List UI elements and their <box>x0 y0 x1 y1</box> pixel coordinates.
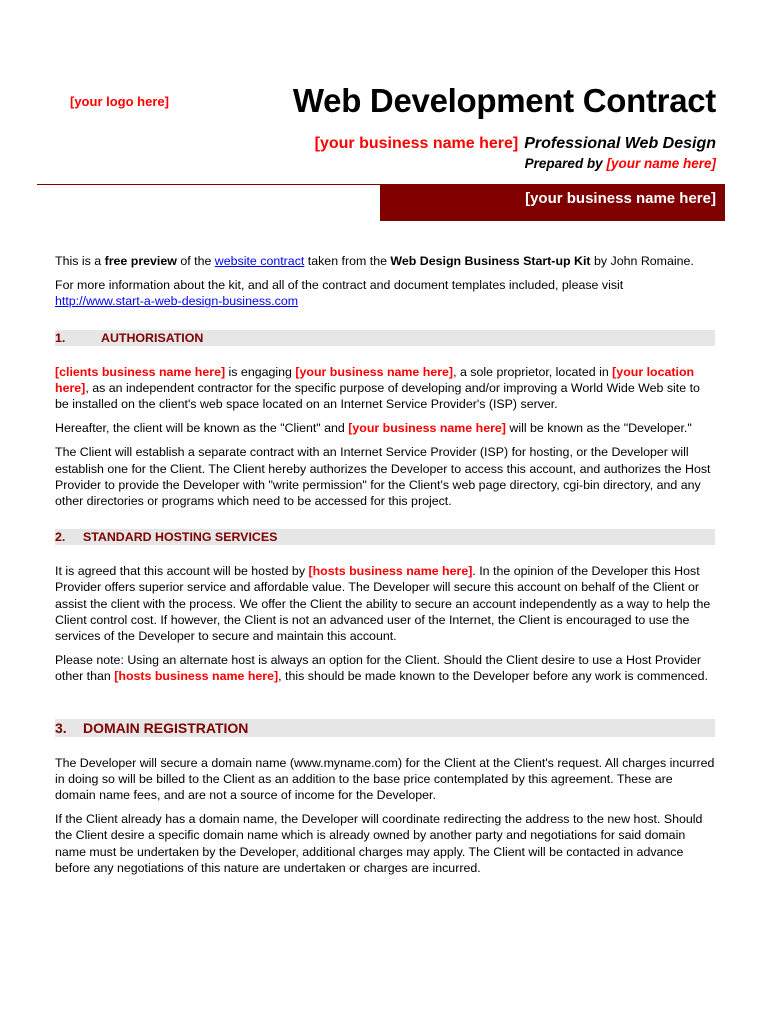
kit-website-link[interactable]: http://www.start-a-web-design-business.com <box>55 294 299 309</box>
authorisation-paragraph-2: Hereafter, the client will be known as the "Client" and [your business name here] will be known as the "Developer." <box>55 421 692 436</box>
business-name-banner: [your business name here] <box>380 184 725 221</box>
hosting-paragraph-2: Please note: Using an alternate host is always an option for the Client. Should the Client desire to use a Host Provider other than [hosts business name here], this should be made known to the Developer before any work is commenced. <box>55 653 708 684</box>
subtitle <box>315 135 716 153</box>
intro-paragraph-2: For more information about the kit, and all of the contract and document templates included, please visit http://www.start-a-web-design-business.com <box>55 278 624 309</box>
hosting-paragraph-1: It is agreed that this account will be hosted by [hosts business name here]. In the opinion of the Developer this Host Provider offers superior service and affordable value. The Developer will secure this account on behalf of the Client or assist the client with the process. We offer the Client the ability to secure an account independently as a way to help the Client control cost. If however, the Client is not an advanced user of the Internet, the Client is encouraged to use the services of the Developer to secure and maintain this account. <box>55 564 711 644</box>
domain-paragraph-1: The Developer will secure a domain name (www.myname.com) for the Client at the Client's request. All charges incurred in doing so will be billed to the Client as an addition to the base price contemplated by this agreement. These are domain name fees, and are not a source of income for the Developer. <box>55 755 715 803</box>
document-title: Web Development Contract <box>292 82 716 119</box>
authorisation-paragraph-1: [clients business name here] is engaging [your business name here], a sole proprietor, located in [your location here], as an independent contractor for the specific purpose of developing and/or improving a World Wide Web site to be installed on the client's web space located on an Internet Service Provider's (ISP) server. <box>55 364 700 412</box>
prepared-by-line <box>525 156 716 171</box>
section-heading-hosting: 2. STANDARD HOSTING SERVICES <box>55 529 715 545</box>
domain-paragraph-2: If the Client already has a domain name, the Developer will coordinate redirecting the address to the new host. Should the Client desire a specific domain name which is already owned by another party and negotiations for said domain name must be undertaken by the Developer, additional charges may apply. The Client will be contacted in advance before any negotiations of this nature are undertaken or charges are incurred. <box>55 812 703 875</box>
intro-paragraph-1: This is a free preview of the website contract taken from the Web Design Business Start-up Kit by John Romaine. <box>55 254 694 268</box>
authorisation-paragraph-3: The Client will establish a separate contract with an Internet Service Provider (ISP) for hosting, or the Developer will establish one for the Client. The Client hereby authorizes the Developer to access this account, and authorizes the Host Provider to provide the Developer with "write permission" for the Client's web page directory, cgi-bin directory, and any other directories or programs which need to be accessed for this project. <box>55 445 711 509</box>
section-heading-authorisation: 1. AUTHORISATION <box>55 330 715 346</box>
prepared-by-label: Prepared by <box>524 156 603 171</box>
section-heading-domain: 3. DOMAIN REGISTRATION <box>55 719 715 737</box>
website-contract-link[interactable]: website contract <box>214 254 305 268</box>
business-name-placeholder: [your business name here] <box>314 135 519 152</box>
prepared-by-name: [your name here] <box>606 156 716 171</box>
professional-web-design-label: Professional Web Design <box>524 135 716 152</box>
document-body <box>55 253 715 884</box>
logo-placeholder: [your logo here] <box>70 94 169 109</box>
